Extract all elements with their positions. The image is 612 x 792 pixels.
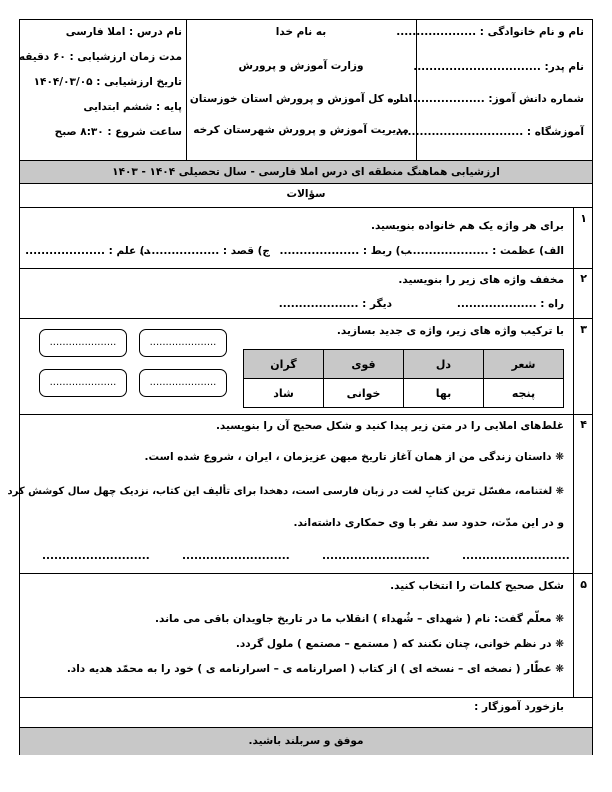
header-divider-left xyxy=(186,20,187,160)
exam-sheet xyxy=(7,19,593,755)
q4-text-line3: و در این مدّت، حدود سد نفر با وی حمکاری داشته‌اند. xyxy=(293,517,564,529)
q3-answer-box[interactable]: ..................... xyxy=(39,369,127,397)
q3-word-table xyxy=(243,349,564,408)
q5-item-2: ❋ در نظم خوانی، چنان نکنند که ( مستمع – مصتمع ) ملول گردد. xyxy=(235,638,564,650)
q4-answer-line[interactable]: ........................... xyxy=(322,550,430,562)
questions-label: سؤالات xyxy=(286,188,326,200)
q1-item-c: ج) قصد : .................... xyxy=(139,245,270,257)
q4-answer-line[interactable]: ........................... xyxy=(182,550,290,562)
q3-answer-box[interactable]: ..................... xyxy=(139,369,227,397)
number-column-divider xyxy=(573,207,574,697)
father-name-field: نام پدر: ................................ xyxy=(413,61,584,73)
q4-answer-line[interactable]: ........................... xyxy=(462,550,570,562)
divider xyxy=(20,183,592,184)
q3-prompt: با ترکیب واژه های زیر، واژه ی جدید بسازید. xyxy=(336,325,564,337)
q3-word: پنجه xyxy=(484,379,564,408)
q3-word: شاد xyxy=(244,379,324,408)
q3-answer-box[interactable]: ..................... xyxy=(39,329,127,357)
q2-item-1: راه : .................... xyxy=(456,298,564,310)
closing-bar xyxy=(20,728,592,755)
divider xyxy=(20,207,592,208)
school-field: آموزشگاه : ................................ xyxy=(395,126,584,138)
province-office-title: اداره کل آموزش و پرورش استان خوزستان xyxy=(189,93,413,105)
q3-word: گران xyxy=(244,350,324,379)
ministry-title: وزارت آموزش و پرورش xyxy=(238,60,364,72)
q4-answer-line[interactable]: ........................... xyxy=(42,550,150,562)
basmala: به نام خدا xyxy=(275,26,327,38)
closing-message: موفق و سربلند باشید. xyxy=(248,735,364,747)
q2-item-2: دیگر : .................... xyxy=(278,298,392,310)
q3-word: قوی xyxy=(324,350,404,379)
duration-info: مدت زمان ارزشیابی : ۶۰ دقیقه xyxy=(18,51,182,63)
divider xyxy=(20,573,592,574)
q3-word: شعر xyxy=(484,350,564,379)
q1-prompt: برای هر واژه یک هم خانواده بنویسید. xyxy=(370,220,564,232)
subject-info: نام درس : املا فارسی xyxy=(65,26,182,38)
student-number-field: شماره دانش آموز: ........................ xyxy=(389,93,584,105)
q5-item-3: ❋ عطّار ( نصخه ای – نسخه ای ) از کتاب ( اصرارنامه ی – اسرارنامه ی ) خود را به محمّد هدیه داد. xyxy=(66,663,564,675)
q1-number: ۱ xyxy=(580,212,587,225)
date-info: تاریخ ارزشیابی : ۱۴۰۴/۰۳/۰۵ xyxy=(33,76,182,88)
divider xyxy=(20,414,592,415)
q5-prompt: شکل صحیح کلمات را انتخاب کنید. xyxy=(390,580,564,592)
q5-number: ۵ xyxy=(580,578,587,591)
exam-title-bar xyxy=(20,161,592,183)
q1-item-d: د) علم : .................... xyxy=(25,245,150,257)
q4-number: ۴ xyxy=(580,418,587,431)
q3-answer-box[interactable]: ..................... xyxy=(139,329,227,357)
q1-item-b: ب) ربط : .................... xyxy=(279,245,411,257)
county-office-title: مدیریت آموزش و پرورش شهرستان کرخه xyxy=(193,124,409,136)
q4-prompt: غلط‌های املایی را در متن زیر پیدا کنید و شکل صحیح آن را بنویسید. xyxy=(215,420,564,432)
q3-word: دل xyxy=(404,350,484,379)
q2-number: ۲ xyxy=(580,272,587,285)
student-name-field: نام و نام خانوادگی : .................... xyxy=(396,26,584,38)
grade-info: پایه : ششم ابتدایی xyxy=(83,101,182,113)
q4-text-line1: ❋ داستان زندگی من از همان آغاز تاریخ میهن عزیزمان ، ایران ، شروع شده است. xyxy=(144,451,564,463)
q3-word: بها xyxy=(404,379,484,408)
start-time-info: ساعت شروع : ۸:۳۰ صبح xyxy=(54,126,182,138)
q1-item-a: الف) عظمت : .................... xyxy=(408,245,564,257)
q3-number: ۳ xyxy=(580,323,587,336)
exam-title: ارزشیابی هماهنگ منطقه ای درس املا فارسی - سال تحصیلی ۱۴۰۴ - ۱۴۰۳ xyxy=(112,166,500,178)
q5-item-1: ❋ معلّم گفت: نام ( شهدای – شُهداء ) انقلاب ما در تاریخ جاویدان باقی می ماند. xyxy=(155,613,564,625)
divider xyxy=(20,697,592,698)
q4-text-line2: ❋ لغتنامه، مفسّل ترین کتابِ لغت در زبان فارسی است، دهخدا برای تألیف این کتاب، نزدیک چهل سال کوشش کرد xyxy=(7,486,564,497)
divider xyxy=(20,268,592,269)
header-divider-right xyxy=(416,20,417,160)
q2-prompt: مخفف واژه های زیر را بنویسید. xyxy=(398,274,564,286)
divider xyxy=(20,318,592,319)
q3-word: خوانی xyxy=(324,379,404,408)
teacher-feedback-label: بازخورد آموزگار : xyxy=(474,701,564,713)
